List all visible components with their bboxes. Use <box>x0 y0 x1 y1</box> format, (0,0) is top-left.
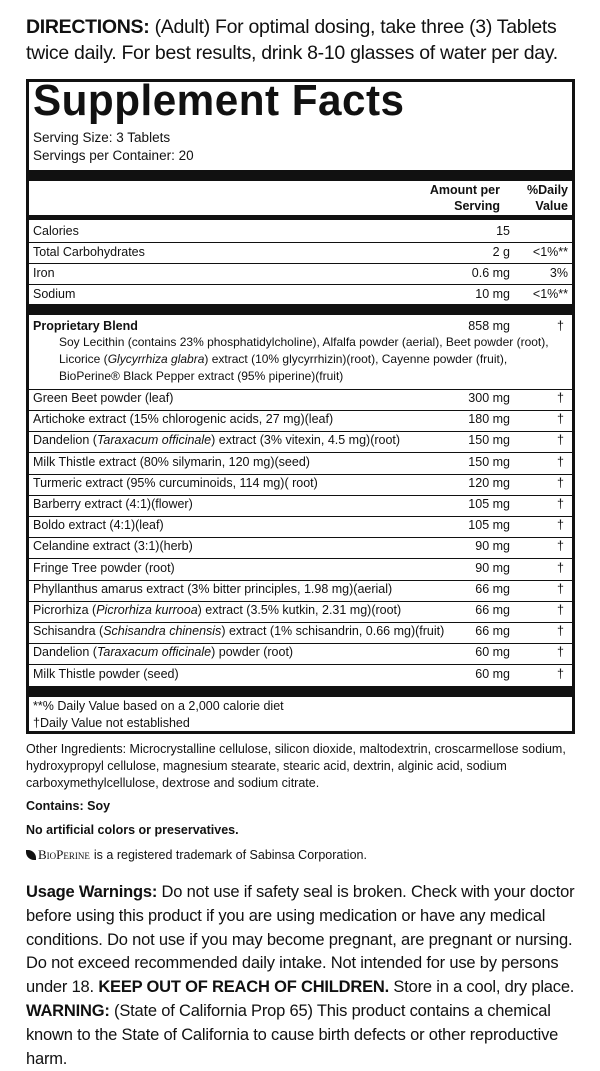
ingredient-amount: 90 mg <box>475 539 510 554</box>
ingredient-name-post: ) extract (3% vitexin, 4.5 mg)(root) <box>211 433 401 448</box>
nutrient-name: Calories <box>33 224 79 238</box>
row-divider <box>29 643 572 644</box>
ingredient-name <box>33 433 400 447</box>
ingredient-name-pre: Fringe Tree powder (root) <box>33 560 175 575</box>
blend-line2-post: ) extract (10% glycyrrhizin)(root), Cayenne powder (fruit), <box>204 352 508 366</box>
ingredient-amount: 66 mg <box>475 603 510 617</box>
header-dv-line2: Value <box>535 199 568 213</box>
row-divider <box>29 495 572 496</box>
header-amount <box>430 182 500 214</box>
nutrient-name: Iron <box>33 266 55 280</box>
footnote-not-established: †Daily Value not established <box>33 716 190 730</box>
ingredient-name <box>33 603 401 617</box>
nutrient-amount: 15 <box>496 224 510 238</box>
ingredient-amount: 60 mg <box>475 645 510 660</box>
ingredient-name-pre: Boldo extract (4:1)(leaf) <box>33 518 164 533</box>
header-daily-value <box>527 182 568 214</box>
ingredient-amount: 105 mg <box>468 518 510 533</box>
ingredient-name-pre: Celandine extract (3:1)(herb) <box>33 539 193 554</box>
row-divider <box>29 516 572 517</box>
ingredient-dv: † <box>557 645 564 660</box>
serving-size: Serving Size: 3 Tablets <box>33 130 171 145</box>
thick-divider-3 <box>29 686 572 697</box>
ingredient-name-pre: Barberry extract (4:1)(flower) <box>33 497 193 511</box>
prop65-label: WARNING: <box>26 1001 110 1020</box>
ingredient-dv: † <box>557 666 564 681</box>
supplement-facts-title: Supplement Facts <box>33 76 405 125</box>
thick-divider <box>29 170 572 181</box>
ingredient-amount: 300 mg <box>468 391 510 405</box>
ingredient-name-pre: Schisandra ( <box>33 624 104 639</box>
row-divider <box>29 558 572 559</box>
ingredient-name-pre: Milk Thistle powder (seed) <box>33 666 179 681</box>
blend-line3: BioPerine® Black Pepper extract (95% piperine)(fruit) <box>59 369 344 383</box>
ingredient-amount: 120 mg <box>468 475 510 490</box>
thick-divider-2 <box>29 304 572 315</box>
ingredient-name <box>33 645 293 659</box>
ingredient-dv: † <box>557 581 564 596</box>
ingredient-latin-name: Picrorhiza kurrooa <box>96 603 198 617</box>
ingredient-latin-name: Taraxacum officinale <box>96 645 212 660</box>
nutrient-dv: 3% <box>549 266 568 280</box>
ingredient-name-pre: Dandelion ( <box>33 645 97 660</box>
row-divider <box>29 452 572 453</box>
bioperine-logo: BioPerine <box>38 847 90 862</box>
ingredient-name-pre: Artichoke extract (15% chlorogenic acids, 27 mg)(leaf) <box>33 412 334 427</box>
directions-body: (Adult) For optimal dosing, take three (3) Tablets twice daily. For best results, drink 8-10 glasses of water per day. <box>26 16 558 64</box>
ingredient-amount: 90 mg <box>475 560 510 575</box>
nutrient-amount: 10 mg <box>475 287 510 301</box>
row-divider <box>29 474 572 475</box>
row-divider <box>29 389 572 390</box>
ingredient-dv: † <box>557 433 564 448</box>
row-divider <box>29 622 572 623</box>
header-amount-line1: Amount per <box>429 183 500 197</box>
ingredient-name <box>33 582 392 596</box>
ingredient-dv: † <box>557 497 564 511</box>
ingredient-dv: † <box>557 391 564 405</box>
ingredient-amount: 150 mg <box>468 454 510 469</box>
row-divider <box>29 242 572 243</box>
ingredient-dv: † <box>557 539 564 554</box>
nutrient-name: Sodium <box>33 287 76 301</box>
blend-amount: 858 mg <box>468 319 510 333</box>
servings-per-container: Servings per Container: 20 <box>33 148 194 163</box>
ingredient-name <box>33 455 310 469</box>
ingredient-dv: † <box>557 518 564 533</box>
row-divider <box>29 263 572 264</box>
blend-dv: † <box>557 319 564 333</box>
contains-soy: Contains: Soy <box>26 799 111 813</box>
usage-text: Do not use if safety seal is broken. Check with your doctor before using this product if you are using medication or have any medical conditions. Do not use if you may become pregnant, are pregnant or nursing. Do not exceed recommended daily intake. Not intended for use by persons under 18. <box>26 883 575 997</box>
blend-line1: Soy Lecithin (contains 23% phosphatidylcholine), Alfalfa powder (aerial), Beet powder (root), <box>59 335 549 349</box>
header-dv-line1: %Daily <box>527 183 568 197</box>
usage-warnings <box>26 881 582 1071</box>
keep-out-warning: KEEP OUT OF REACH OF CHILDREN. <box>98 978 390 997</box>
ingredient-amount: 180 mg <box>468 412 510 427</box>
row-divider <box>29 284 572 285</box>
ingredient-dv: † <box>557 475 564 490</box>
row-divider <box>29 580 572 581</box>
ingredient-name-post: ) extract (1% schisandrin, 0.66 mg)(fruit) <box>221 624 445 639</box>
ingredient-name-pre: Milk Thistle extract (80% silymarin, 120 mg)(seed) <box>33 454 310 469</box>
header-amount-line2: Serving <box>454 199 500 213</box>
ingredient-name-post: ) extract (3.5% kutkin, 2.31 mg)(root) <box>197 603 402 617</box>
ingredient-dv: † <box>557 603 564 617</box>
ingredient-name-pre: Turmeric extract (95% curcuminoids, 114 mg)( root) <box>33 475 318 490</box>
nutrient-amount: 2 g <box>492 245 510 259</box>
ingredient-dv: † <box>557 454 564 469</box>
blend-name: Proprietary Blend <box>33 319 138 333</box>
prop65-text: (State of California Prop 65) This product contains a chemical known to the State of California to cause birth defects or other reproductive harm. <box>26 1001 559 1068</box>
ingredient-name <box>33 561 175 575</box>
ingredient-name <box>33 624 444 638</box>
directions-label: DIRECTIONS: <box>26 16 150 38</box>
leaf-icon <box>26 850 36 860</box>
ingredient-amount: 150 mg <box>468 433 510 448</box>
ingredient-amount: 66 mg <box>475 624 510 639</box>
blend-line2 <box>59 352 507 367</box>
footnote-daily-value: **% Daily Value based on a 2,000 calorie diet <box>33 699 284 713</box>
nutrient-dv: <1%** <box>532 287 568 301</box>
ingredient-name <box>33 412 333 426</box>
no-artificial: No artificial colors or preservatives. <box>26 823 239 837</box>
ingredient-name <box>33 667 179 681</box>
ingredient-name <box>33 518 164 532</box>
ingredient-name <box>33 497 193 511</box>
row-divider <box>29 431 572 432</box>
nutrient-name: Total Carbohydrates <box>33 245 145 259</box>
ingredient-name <box>33 391 173 405</box>
other-ingredients: Other Ingredients: Microcrystalline cellulose, silicon dioxide, maltodextrin, croscarmellose sodium, hydroxypropyl cellulose, magnesium stearate, stearic acid, dextrin, alginic acid, sodium carboxymethylcellulose, dextrose and sodium citrate. <box>26 742 566 790</box>
row-divider <box>29 410 572 411</box>
ingredient-name <box>33 539 193 553</box>
bioperine-trademark <box>26 846 581 864</box>
nutrient-amount: 0.6 mg <box>471 266 510 280</box>
ingredient-name-pre: Picrorhiza ( <box>33 603 97 617</box>
ingredient-latin-name: Schisandra chinensis <box>103 624 222 639</box>
row-divider <box>29 601 572 602</box>
ingredient-amount: 66 mg <box>475 581 510 596</box>
ingredient-dv: † <box>557 560 564 575</box>
ingredient-latin-name: Taraxacum officinale <box>96 433 212 448</box>
usage-label: Usage Warnings: <box>26 883 158 901</box>
ingredient-dv: † <box>557 624 564 639</box>
ingredient-amount: 105 mg <box>468 497 510 511</box>
row-divider <box>29 537 572 538</box>
ingredient-name <box>33 476 318 490</box>
medium-divider <box>29 215 572 220</box>
ingredient-name-post: ) powder (root) <box>211 645 294 660</box>
storage-text: Store in a cool, dry place. <box>389 978 575 997</box>
bioperine-text: is a registered trademark of Sabinsa Corporation. <box>93 848 367 862</box>
ingredient-name-pre: Dandelion ( <box>33 433 97 448</box>
ingredient-dv: † <box>557 412 564 427</box>
directions-text <box>26 14 586 66</box>
nutrient-dv: <1%** <box>532 245 568 259</box>
ingredient-name-pre: Phyllanthus amarus extract (3% bitter principles, 1.98 mg)(aerial) <box>33 581 393 596</box>
ingredient-amount: 60 mg <box>475 666 510 681</box>
blend-line2-pre: Licorice ( <box>59 352 108 366</box>
blend-line2-italic: Glycyrrhiza glabra <box>107 352 205 366</box>
ingredient-name-pre: Green Beet powder (leaf) <box>33 391 174 405</box>
row-divider <box>29 664 572 665</box>
supplement-facts-panel <box>26 76 575 734</box>
